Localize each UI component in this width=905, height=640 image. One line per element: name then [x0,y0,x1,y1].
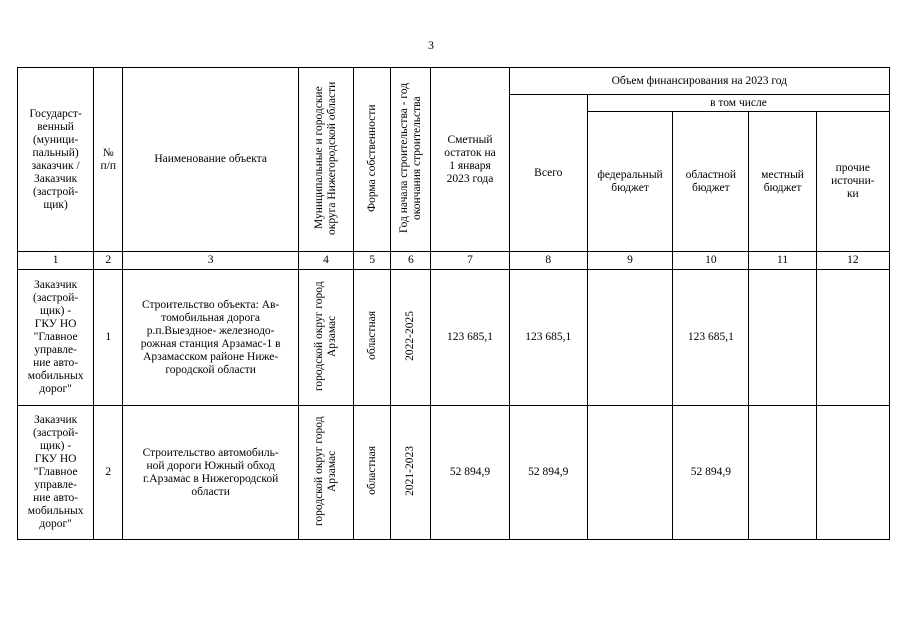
header-years: Год начала строительства - год окончания строительства [391,68,431,252]
years-cell: 2021-2023 [391,406,431,540]
regional-cell: 123 685,1 [673,270,749,406]
column-number: 12 [816,252,889,270]
header-regional: областной бюджет [673,112,749,252]
object-cell: Строительство автомобиль- ной дороги Южный обход г.Арзамас в Нижегородской области [123,406,299,540]
customer-cell: Заказчик (застрой- щик) - ГКУ НО "Главное управле- ние авто- мобильных дорог" [18,270,94,406]
header-ownership: Форма собственности [354,68,391,252]
table-row [18,406,890,540]
column-number: 3 [123,252,299,270]
local-cell [749,270,816,406]
object-cell: Строительство объекта: Ав- томобильная дорога р.п.Выездное- железнодо- рожная станция Арзамас-1 в Арзамасском районе Ниже- городской области [123,270,299,406]
financing-table [17,67,890,540]
page-number: 3 [428,38,434,52]
municipality-cell: городской округ город Арзамас [298,270,353,406]
local-cell [749,406,816,540]
header-federal: федеральный бюджет [587,112,672,252]
regional-cell: 52 894,9 [673,406,749,540]
ownership-cell: областная [354,270,391,406]
num-cell: 1 [94,270,123,406]
estimate-cell: 52 894,9 [431,406,509,540]
column-number: 5 [354,252,391,270]
header-other: прочие источни- ки [816,112,889,252]
ownership-cell: областная [354,406,391,540]
column-number: 7 [431,252,509,270]
column-number: 10 [673,252,749,270]
header-local: местный бюджет [749,112,816,252]
other-cell [816,406,889,540]
header-estimate: Сметный остаток на 1 января 2023 года [431,68,509,252]
num-cell: 2 [94,406,123,540]
total-cell: 123 685,1 [509,270,587,406]
column-number: 6 [391,252,431,270]
column-number: 2 [94,252,123,270]
federal-cell [587,406,672,540]
other-cell [816,270,889,406]
estimate-cell: 123 685,1 [431,270,509,406]
header-customer: Государст- венный (муници- пальный) заказчик / Заказчик (застрой- щик) [18,68,94,252]
years-cell: 2022-2025 [391,270,431,406]
column-number: 11 [749,252,816,270]
header-object: Наименование объекта [123,68,299,252]
federal-cell [587,270,672,406]
column-number: 1 [18,252,94,270]
municipality-cell: городской округ город Арзамас [298,406,353,540]
column-number-row [18,252,890,270]
header-financing: Объем финансирования на 2023 год [509,68,889,95]
customer-cell: Заказчик (застрой- щик) - ГКУ НО "Главное управле- ние авто- мобильных дорог" [18,406,94,540]
header-total: Всего [509,95,587,252]
header-including: в том числе [587,95,889,112]
header-num: № п/п [94,68,123,252]
column-number: 9 [587,252,672,270]
column-number: 8 [509,252,587,270]
table-row [18,270,890,406]
total-cell: 52 894,9 [509,406,587,540]
column-number: 4 [298,252,353,270]
header-municipality: Муниципальные и городские округа Нижегородской области [298,68,353,252]
